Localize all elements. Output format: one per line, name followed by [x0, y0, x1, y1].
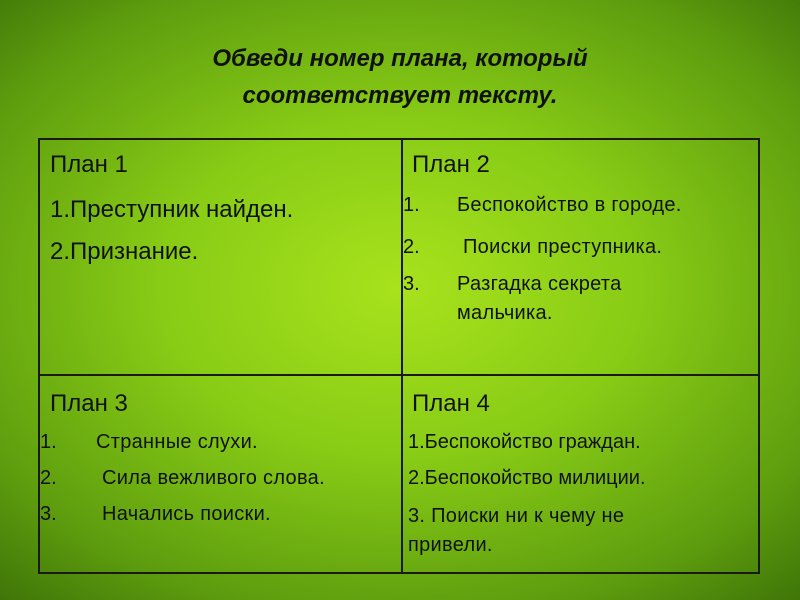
plan-2-cell[interactable] [403, 140, 760, 374]
plan-2-item-1-number: 1. [403, 194, 420, 216]
plan-4-cell[interactable] [403, 376, 760, 572]
plan-2-item-1-text: Беспокойство в городе. [457, 194, 682, 216]
plan-4-item-2: 2.Беспокойство милиции. [408, 467, 646, 489]
plan-2-heading: План 2 [412, 151, 490, 178]
slide-title-line-2: соответствует тексту. [242, 82, 558, 109]
plan-4-item-3: 3. Поиски ни к чему не привели. [408, 505, 625, 556]
plan-4-heading: План 4 [412, 390, 490, 417]
plan-3-item-2-number: 2. [40, 467, 57, 489]
plan-4-item-1: 1.Беспокойство граждан. [408, 431, 641, 453]
plan-3-item-3-text: Начались поиски. [102, 503, 271, 525]
plan-1-item-2: 2.Признание. [50, 238, 199, 265]
plan-3-cell[interactable] [40, 376, 401, 572]
plan-2-item-2-number: 2. [403, 236, 420, 258]
slide-title-line-1: Обведи номер плана, который [212, 45, 588, 72]
plan-3-item-1-number: 1. [40, 431, 57, 453]
plan-3-item-1-text: Странные слухи. [96, 431, 258, 453]
plan-2-item-2-text: Поиски преступника. [463, 236, 663, 258]
plan-1-item-1: 1.Преступник найден. [50, 196, 294, 223]
plans-table [38, 138, 760, 574]
plan-2-item-3-number: 3. [403, 273, 420, 295]
plan-2-item-3-text: Разгадка секрета мальчика. [457, 273, 622, 324]
plan-1-heading: План 1 [50, 151, 128, 178]
plan-1-cell[interactable] [40, 140, 401, 374]
plan-3-item-2-text: Сила вежливого слова. [102, 467, 325, 489]
plan-3-item-3-number: 3. [40, 503, 57, 525]
plan-3-heading: План 3 [50, 390, 128, 417]
slide-title [0, 40, 800, 114]
